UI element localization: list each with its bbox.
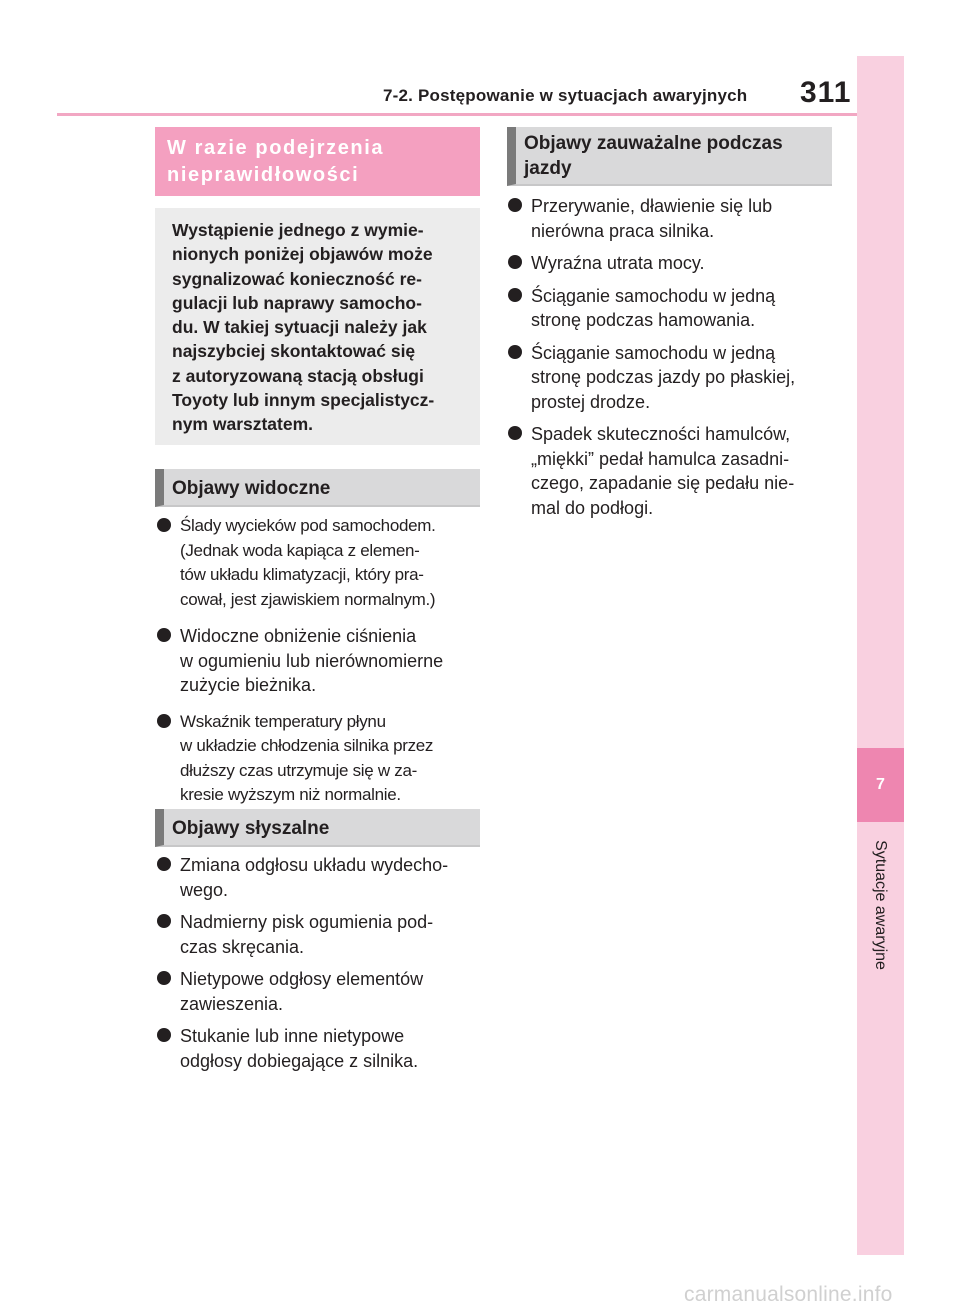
list-item-line: Spadek skuteczności hamulców, <box>531 424 791 444</box>
list-item-line: tów układu klimatyzacji, który pra- <box>180 565 424 584</box>
visible-symptoms-heading: Objawy widoczne <box>155 469 480 507</box>
list-item-line: Nadmierny pisk ogumienia pod- <box>180 912 434 932</box>
list-item-line: w układzie chłodzenia silnika przez <box>180 736 434 755</box>
bullet-dot-icon <box>508 345 522 359</box>
notice-line: z autoryzowaną stacją obsługi <box>172 365 424 386</box>
list-item-line: „miękki” pedał hamulca zasadni- <box>531 448 790 469</box>
driving-symptoms-list <box>508 194 838 520</box>
list-item <box>157 967 487 1016</box>
list-item-line: Widoczne obniżenie ciśnienia <box>180 626 417 646</box>
list-item-line: cował, jest zjawiskiem normalnym.) <box>180 589 436 609</box>
bullet-dot-icon <box>508 288 522 302</box>
list-item-line: w ogumieniu lub nierównomierne <box>180 650 444 671</box>
bullet-dot-icon <box>157 857 171 871</box>
notice-line: Wystąpienie jednego z wymie- <box>172 220 424 240</box>
bullet-dot-icon <box>157 628 171 642</box>
bullet-dot-icon <box>157 518 171 532</box>
page-number: 311 <box>800 76 852 109</box>
notice-line: najszybciej skontaktować się <box>172 341 416 362</box>
bullet-dot-icon <box>157 714 171 728</box>
list-item-line: Ślady wycieków pod samochodem. <box>180 516 436 535</box>
section-title-line: W razie podejrzenia <box>167 137 385 159</box>
bullet-dot-icon <box>157 1028 171 1042</box>
notice-box <box>155 208 480 445</box>
list-item-line: zużycie bieżnika. <box>180 675 317 695</box>
list-item-line: wego. <box>180 879 229 900</box>
visible-symptoms-list <box>157 514 487 808</box>
list-item-line: stronę podczas jazdy po płaskiej, <box>531 367 796 387</box>
list-item <box>508 341 838 415</box>
list-item-line: Zmiana odgłosu układu wydecho- <box>180 855 449 875</box>
section-title-line: nieprawidłowości <box>167 164 360 186</box>
driving-heading-line: jazdy <box>524 158 572 179</box>
list-item <box>157 710 487 808</box>
list-item-line: (Jednak woda kapiąca z elemen- <box>180 540 420 560</box>
list-item-line: Nietypowe odgłosy elementów <box>180 969 424 989</box>
running-header: 7-2. Postępowanie w sytuacjach awaryjnych <box>383 86 748 105</box>
list-item <box>157 910 487 959</box>
list-item-line: stronę podczas hamowania. <box>531 310 756 330</box>
header-rule <box>57 113 857 116</box>
audible-symptoms-list <box>157 853 487 1073</box>
driving-symptoms-heading <box>507 127 832 186</box>
list-item-line: Ściąganie samochodu w jedną <box>531 285 776 306</box>
notice-line: gulacji lub naprawy samocho- <box>172 292 422 313</box>
bullet-dot-icon <box>157 914 171 928</box>
driving-heading-line: Objawy zauważalne podczas <box>524 133 783 154</box>
bullet-dot-icon <box>508 198 522 212</box>
list-item-line: Ściąganie samochodu w jedną <box>531 342 776 363</box>
list-item <box>508 194 838 243</box>
list-item-line: dłuższy czas utrzymuje się w za- <box>180 760 417 780</box>
chapter-side-strip <box>857 56 904 1255</box>
section-title <box>155 127 480 196</box>
list-item-line: Wyraźna utrata mocy. <box>531 253 705 273</box>
list-item <box>508 422 838 520</box>
list-item <box>157 624 487 698</box>
list-item-line: zawieszenia. <box>180 993 284 1014</box>
watermark: carmanualsonline.info <box>684 1283 893 1306</box>
audible-symptoms-heading: Objawy słyszalne <box>155 809 480 847</box>
list-item-line: nierówna praca silnika. <box>531 220 715 241</box>
notice-line: nionych poniżej objawów może <box>172 244 433 265</box>
list-item <box>508 284 838 333</box>
list-item-line: mal do podłogi. <box>531 497 654 518</box>
list-item-line: Stukanie lub inne nietypowe <box>180 1026 405 1046</box>
chapter-label: Sytuacje awaryjne <box>872 840 889 970</box>
list-item-line: prostej drodze. <box>531 391 651 412</box>
notice-line: du. W takiej sytuacji należy jak <box>172 317 427 338</box>
chapter-tab: 7 <box>857 748 904 822</box>
list-item-line: kresie wyższym niż normalnie. <box>180 785 401 804</box>
list-item-line: Wskaźnik temperatury płynu <box>180 711 386 731</box>
list-item <box>157 1024 487 1073</box>
list-item-line: czego, zapadanie się pedału nie- <box>531 473 795 493</box>
list-item <box>508 251 838 276</box>
list-item-line: czas skręcania. <box>180 936 305 957</box>
bullet-dot-icon <box>157 971 171 985</box>
notice-line: sygnalizować konieczność re- <box>172 268 422 289</box>
notice-line: Toyoty lub innym specjalistycz- <box>172 390 435 411</box>
list-item-line: odgłosy dobiegające z silnika. <box>180 1050 419 1071</box>
list-item <box>157 853 487 902</box>
bullet-dot-icon <box>508 426 522 440</box>
list-item <box>157 514 487 612</box>
bullet-dot-icon <box>508 255 522 269</box>
notice-line: nym warsztatem. <box>172 414 314 435</box>
list-item-line: Przerywanie, dławienie się lub <box>531 196 773 216</box>
